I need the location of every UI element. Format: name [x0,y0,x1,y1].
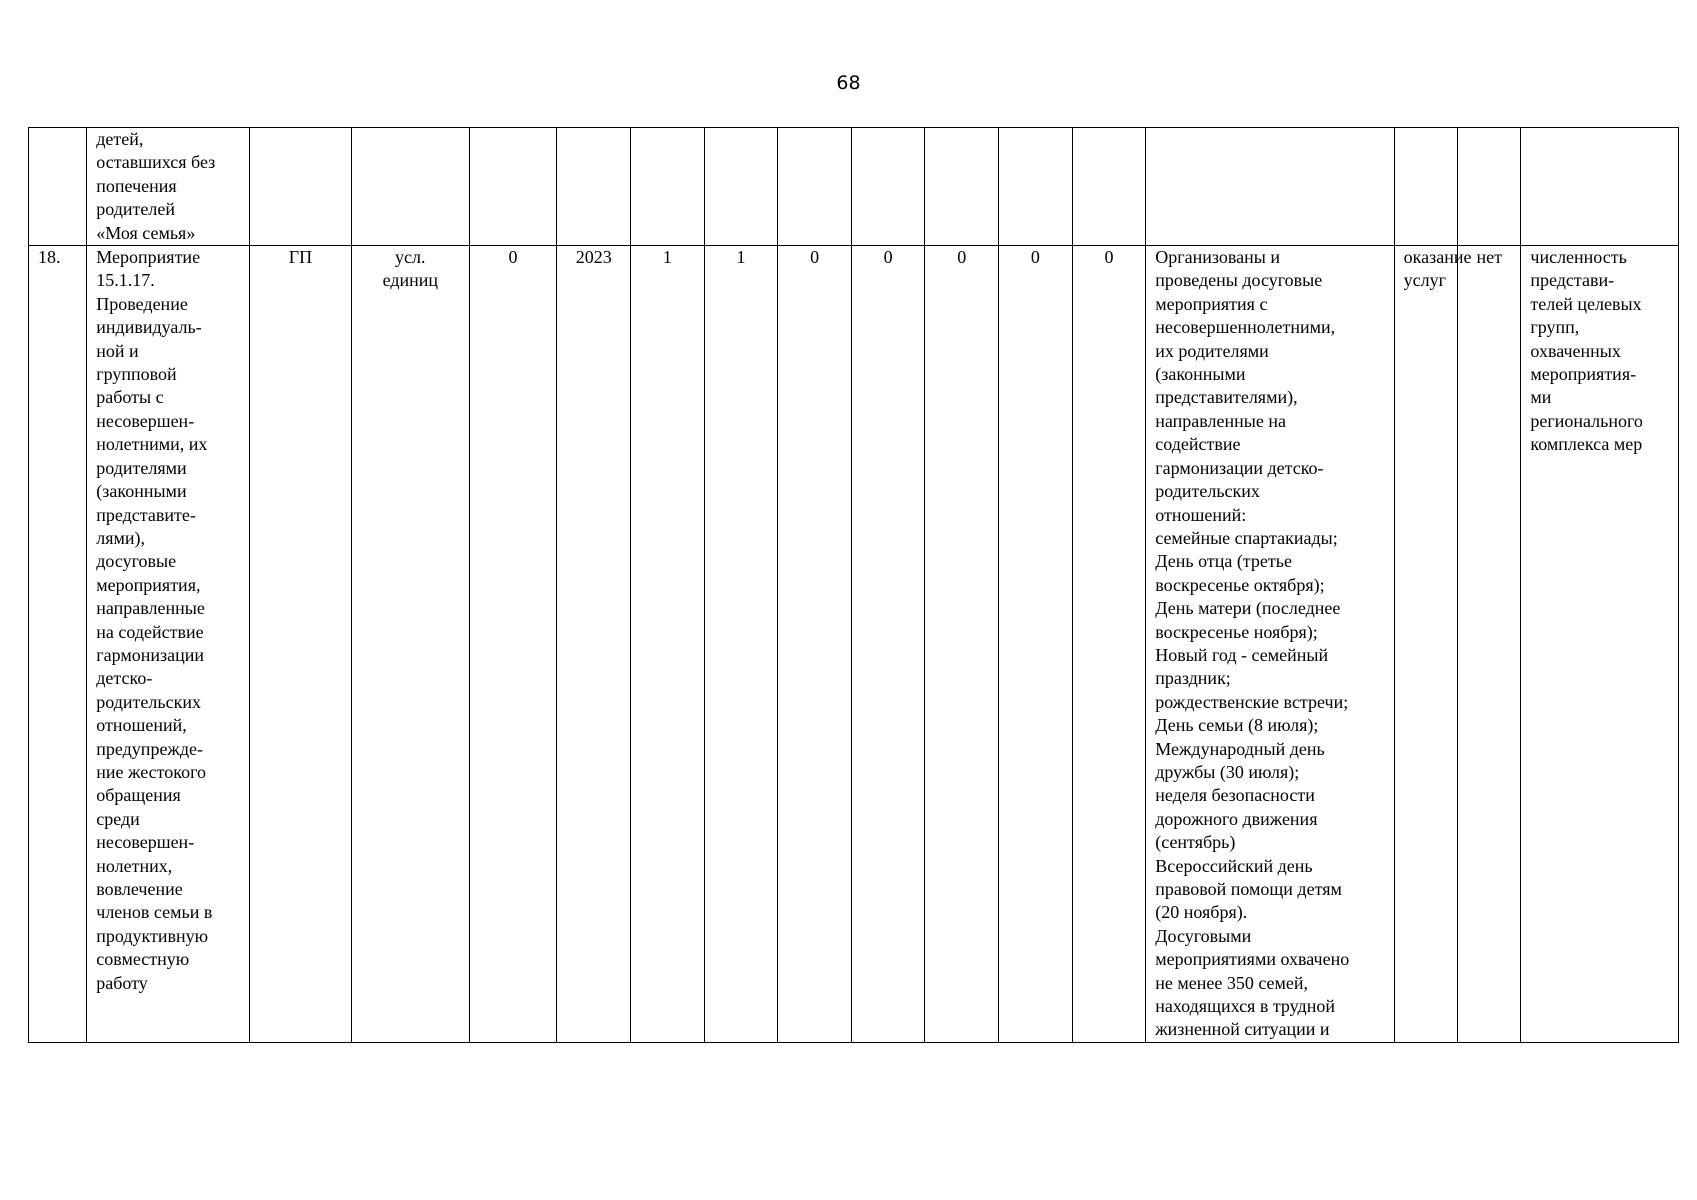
cell-empty [631,128,705,246]
cell-empty [778,128,852,246]
cell-empty [1458,128,1521,246]
table-row-18 [29,246,1679,1043]
cell-event-text: Мероприятие 15.1.17. Проведение индивидуаль- ной и групповой работы с несовершен- нолетними, их родителями (законными представите- лями), досуговые мероприятия, направленные на содействие гармонизации детско- родительских отношений, предупрежде- ние жестокого обращения среди несовершен- нолетних, вовлечение членов семьи в продуктивную совместную работу [87,246,250,1043]
cell-empty [925,128,999,246]
cell-empty [1072,128,1146,246]
cell-empty [352,128,470,246]
cell-empty [469,128,557,246]
cell-value-1: 1 [631,246,705,1043]
cell-program: ГП [249,246,351,1043]
cell-base-value: 0 [469,246,557,1043]
page-number: 68 [836,72,861,94]
cell-event-text: детей, оставшихся без попечения родителей «Моя семья» [87,128,250,246]
cell-value-5: 0 [925,246,999,1043]
cell-empty [704,128,778,246]
cell-empty [1146,128,1394,246]
cell-value-2: 1 [704,246,778,1043]
cell-value-4: 0 [851,246,925,1043]
cell-empty [1394,128,1457,246]
measures-table [28,127,1679,1043]
cell-indicator: численность представи- телей целевых групп, охваченных мероприятия- ми регионального комплекса мер [1521,246,1679,1043]
cell-flag: нет [1458,246,1521,1043]
cell-empty [1521,128,1679,246]
cell-type: оказание услуг [1394,246,1457,1043]
cell-value-3: 0 [778,246,852,1043]
cell-unit: усл. единиц [352,246,470,1043]
cell-result-text: Организованы и проведены досуговые мероприятия с несовершеннолетними, их родителями (законными представителями), направленные на содействие гармонизации детско- родительских отношений: семейные спартакиады; День отца (третье воскресенье октября); День матери (последнее воскресенье ноября); Новый год - семейный праздник; рождественские встречи; День семьи (8 июля); Международный день дружбы (30 июля); неделя безопасности дорожного движения (сентябрь) Всероссийский день правовой помощи детям (20 ноября). Досуговыми мероприятиями охвачено не менее 350 семей, находящихся в трудной жизненной ситуации и [1146,246,1394,1043]
cell-empty [999,128,1073,246]
cell-empty [249,128,351,246]
cell-number [29,128,87,246]
cell-year: 2023 [557,246,631,1043]
cell-row-number: 18. [29,246,87,1043]
cell-empty [557,128,631,246]
table-row-continuation [29,128,1679,246]
cell-value-7: 0 [1072,246,1146,1043]
cell-value-6: 0 [999,246,1073,1043]
cell-empty [851,128,925,246]
